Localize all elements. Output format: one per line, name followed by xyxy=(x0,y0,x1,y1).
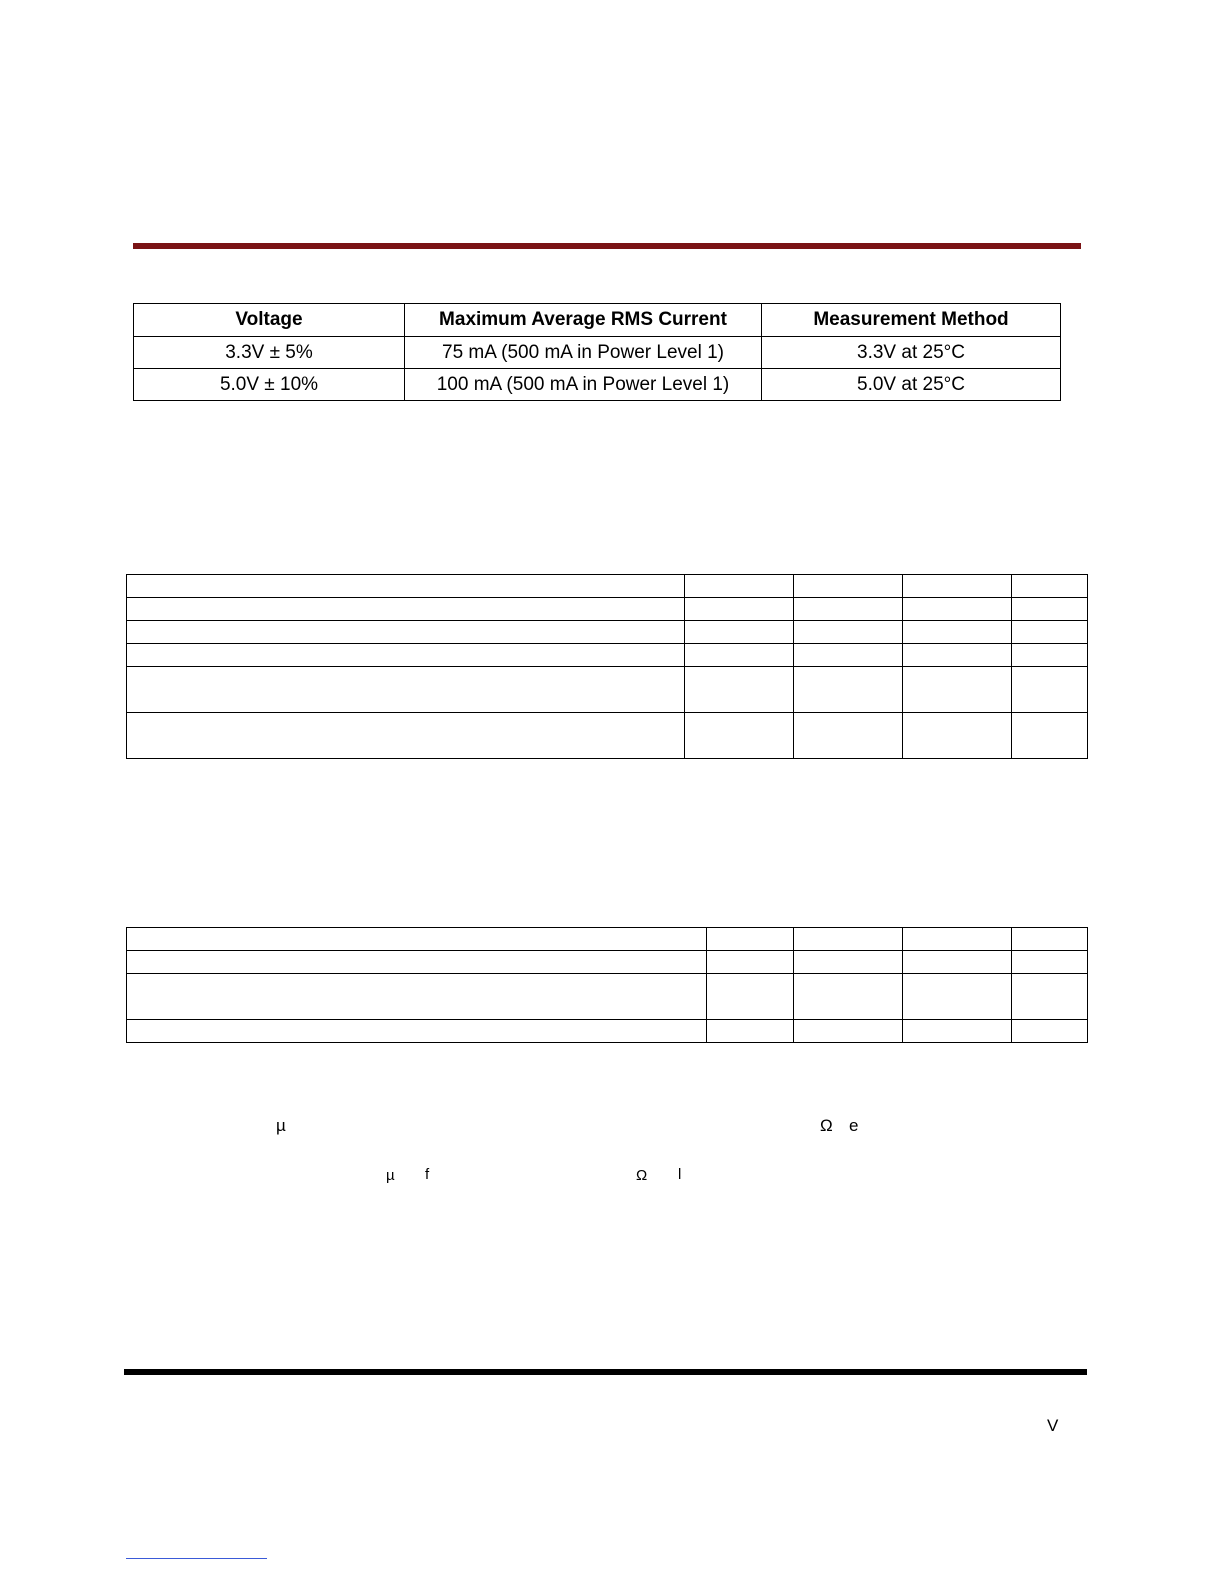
table-row xyxy=(127,951,1088,974)
table-row xyxy=(127,928,1088,951)
table-cell xyxy=(685,713,794,759)
table-cell xyxy=(794,598,903,621)
table-cell xyxy=(903,667,1012,713)
text-fragment-mu: µ xyxy=(276,1116,286,1135)
table-cell xyxy=(127,644,685,667)
table-row xyxy=(127,974,1088,1020)
header-measurement-method: Measurement Method xyxy=(762,304,1061,337)
footer-fragment-v: V xyxy=(1047,1416,1059,1435)
table-cell xyxy=(1012,974,1088,1020)
table-cell xyxy=(127,667,685,713)
footer-rule xyxy=(124,1369,1087,1375)
table-cell xyxy=(1012,1020,1088,1043)
header-voltage: Voltage xyxy=(134,304,405,337)
table-row xyxy=(127,667,1088,713)
table-cell xyxy=(794,928,903,951)
text-fragment-mu: µ xyxy=(386,1167,395,1184)
text-fragment-f: f xyxy=(425,1166,430,1183)
text-fragment-omega: Ω xyxy=(636,1167,648,1184)
cell-voltage: 5.0V ± 10% xyxy=(134,369,405,401)
table-cell xyxy=(903,928,1012,951)
table-cell xyxy=(1012,667,1088,713)
table-cell xyxy=(127,974,707,1020)
table-cell xyxy=(1012,621,1088,644)
table-header-row xyxy=(134,304,1061,337)
table-cell xyxy=(685,644,794,667)
table-row xyxy=(134,369,1061,401)
table-cell xyxy=(127,598,685,621)
table-row xyxy=(127,575,1088,598)
table-cell xyxy=(794,644,903,667)
table-cell xyxy=(794,667,903,713)
table-cell xyxy=(903,621,1012,644)
table-cell xyxy=(794,575,903,598)
table-cell xyxy=(127,713,685,759)
footer-link-underline[interactable] xyxy=(126,1558,267,1559)
table-cell xyxy=(794,951,903,974)
header-rule xyxy=(133,243,1081,249)
table-cell xyxy=(1012,713,1088,759)
table-cell xyxy=(794,621,903,644)
table-cell xyxy=(903,1020,1012,1043)
cell-current: 100 mA (500 mA in Power Level 1) xyxy=(405,369,762,401)
table-cell xyxy=(707,928,794,951)
text-fragment-e: e xyxy=(849,1116,859,1135)
table-cell xyxy=(903,713,1012,759)
table-row xyxy=(127,598,1088,621)
table-cell xyxy=(685,598,794,621)
text-fragment-omega: Ω xyxy=(820,1116,833,1135)
table-cell xyxy=(707,1020,794,1043)
table-cell xyxy=(127,621,685,644)
table-cell xyxy=(1012,951,1088,974)
table-cell xyxy=(707,951,794,974)
table-row xyxy=(127,1020,1088,1043)
table-row xyxy=(127,713,1088,759)
table-cell xyxy=(685,667,794,713)
table-cell xyxy=(127,951,707,974)
header-max-current: Maximum Average RMS Current xyxy=(405,304,762,337)
table-cell xyxy=(127,1020,707,1043)
table-cell xyxy=(1012,644,1088,667)
table-cell xyxy=(903,644,1012,667)
table-cell xyxy=(1012,598,1088,621)
table-cell xyxy=(903,598,1012,621)
table-cell xyxy=(685,575,794,598)
spec-table-1 xyxy=(126,574,1088,759)
cell-current: 75 mA (500 mA in Power Level 1) xyxy=(405,337,762,369)
table-cell xyxy=(1012,928,1088,951)
cell-method: 5.0V at 25°C xyxy=(762,369,1061,401)
table-cell xyxy=(794,974,903,1020)
table-cell xyxy=(127,928,707,951)
table-row xyxy=(134,337,1061,369)
table-cell xyxy=(127,575,685,598)
table-cell xyxy=(903,575,1012,598)
table-cell xyxy=(903,951,1012,974)
table-cell xyxy=(1012,575,1088,598)
cell-method: 3.3V at 25°C xyxy=(762,337,1061,369)
table-cell xyxy=(794,1020,903,1043)
table-cell xyxy=(685,621,794,644)
text-fragment-l: l xyxy=(678,1166,682,1183)
power-requirements-table xyxy=(133,303,1061,401)
table-row xyxy=(127,621,1088,644)
table-cell xyxy=(794,713,903,759)
cell-voltage: 3.3V ± 5% xyxy=(134,337,405,369)
table-cell xyxy=(707,974,794,1020)
table-cell xyxy=(903,974,1012,1020)
table-row xyxy=(127,644,1088,667)
spec-table-2 xyxy=(126,927,1088,1043)
